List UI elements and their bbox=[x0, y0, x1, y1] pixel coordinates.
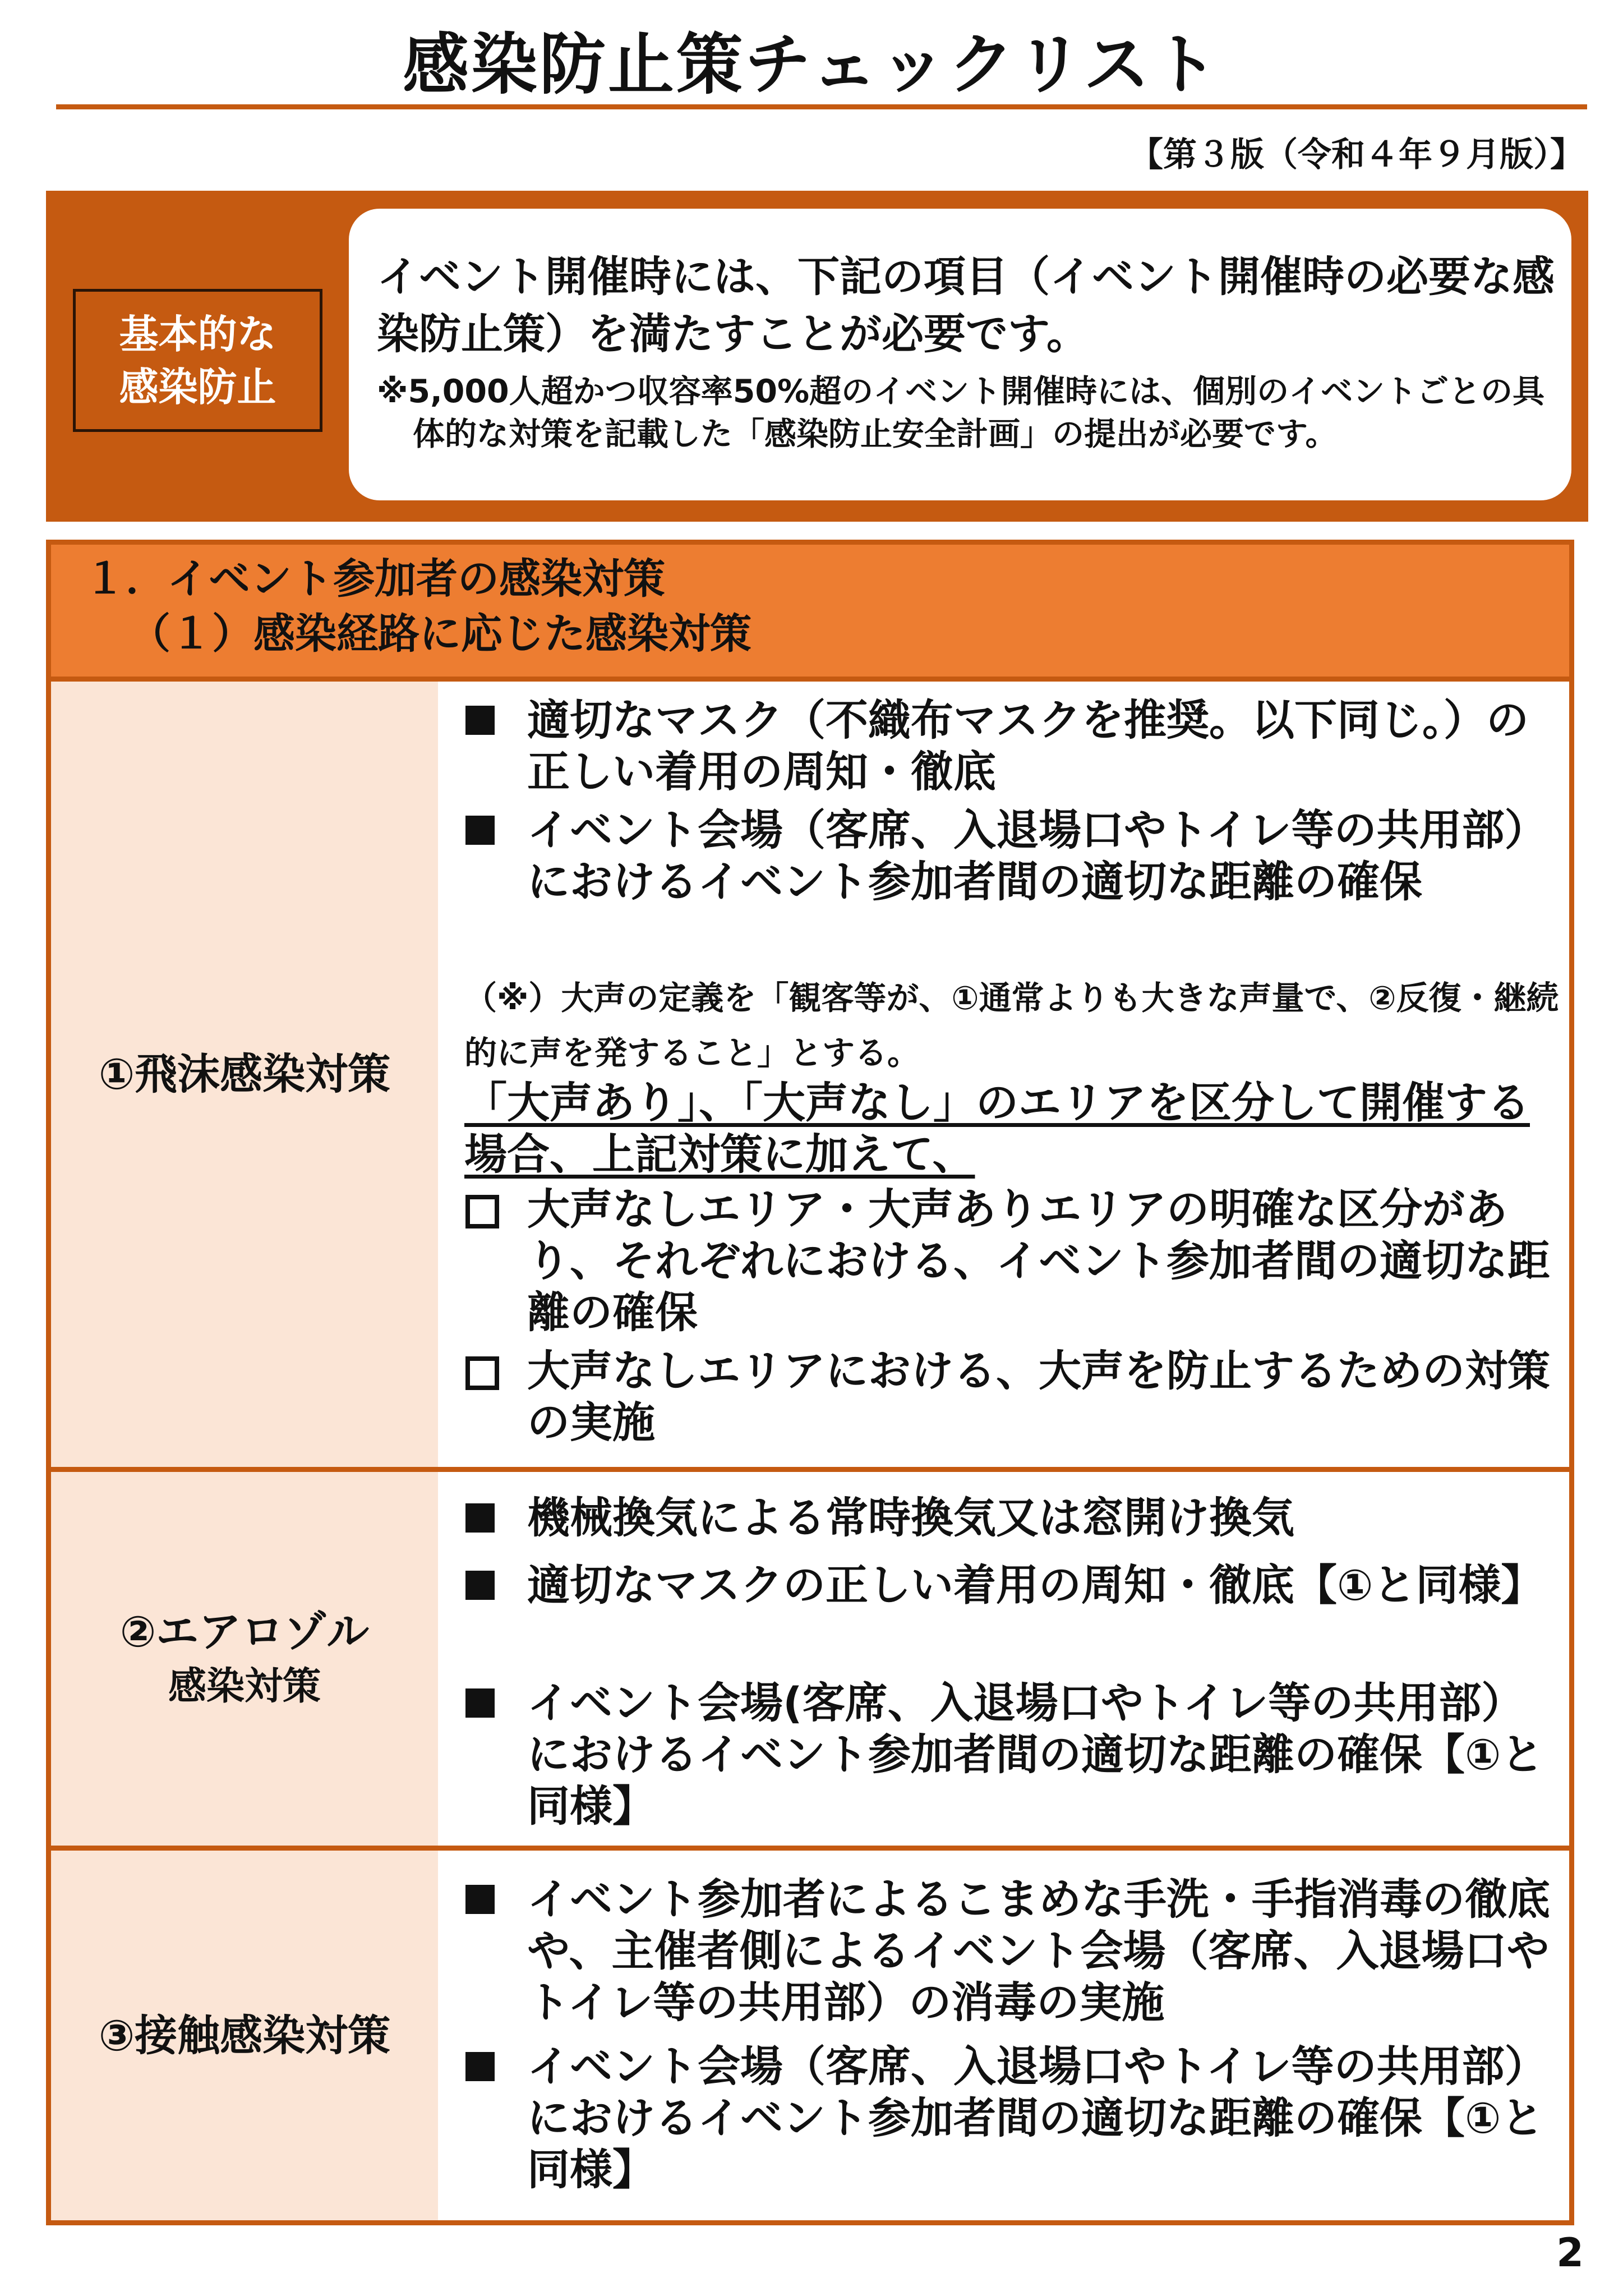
checklist-item[interactable] bbox=[460, 804, 1559, 908]
contact-label: ③接触感染対策 bbox=[98, 2010, 391, 2060]
basic-label-line2: 感染防止 bbox=[119, 364, 276, 410]
checklist-item-text: 機械換気による常時換気又は窓開け換気 bbox=[527, 1493, 1294, 1543]
page-title: 感染防止策チェックリスト bbox=[402, 26, 1221, 103]
row-divider bbox=[51, 677, 1569, 682]
checklist-item[interactable] bbox=[460, 1492, 1559, 1544]
checklist-item-text: イベント会場（客席、入退場口やトイレ等の共用部）におけるイベント参加者間の適切な距離の確保【①と同様】 bbox=[527, 2041, 1547, 2194]
checklist-item-text: イベント参加者によるこまめな手洗・手指消毒の徹底や、主催者側によるイベント会場（客席、入退場口やトイレ等の共用部）の消毒の実施 bbox=[527, 1874, 1550, 2027]
edition-label: 【第３版（令和４年９月版）】 bbox=[1129, 135, 1584, 174]
checklist-item[interactable] bbox=[460, 694, 1559, 798]
loud-voice-definition-note: （※）大声の定義を「観客等が、①通常よりも大きな声量で、②反復・継続的に声を発すること」とする。 bbox=[464, 979, 1559, 1072]
section-subheading: （１）感染経路に応じた感染対策 bbox=[129, 610, 751, 658]
basic-prevention-text-box bbox=[349, 209, 1571, 500]
checklist-item[interactable] bbox=[460, 1184, 1559, 1338]
checklist-item-text: 適切なマスク（不織布マスクを推奨。以下同じ。）の正しい着用の周知・徹底 bbox=[527, 695, 1529, 797]
filled-checkbox-icon bbox=[465, 1559, 516, 1614]
empty-checkbox-icon bbox=[465, 1345, 516, 1405]
droplet-label: ①飛沫感染対策 bbox=[98, 1049, 391, 1099]
droplet-label-cell bbox=[51, 682, 438, 1467]
row-divider bbox=[51, 1846, 1569, 1851]
contact-label-cell bbox=[51, 1851, 438, 2220]
checklist-item[interactable] bbox=[460, 1677, 1559, 1832]
checklist-item-text: 大声なしエリアにおける、大声を防止するための対策の実施 bbox=[527, 1346, 1550, 1447]
checklist-item[interactable] bbox=[460, 2041, 1559, 2196]
filled-checkbox-icon bbox=[465, 1492, 516, 1547]
row-divider bbox=[51, 1467, 1569, 1472]
checklist-item[interactable] bbox=[460, 1874, 1559, 2028]
filled-checkbox-icon bbox=[465, 804, 516, 859]
checklist-item-text: イベント会場（客席、入退場口やトイレ等の共用部）におけるイベント参加者間の適切な距離の確保 bbox=[527, 805, 1547, 907]
empty-checkbox-icon bbox=[465, 1184, 516, 1243]
checklist-item-text: 適切なマスクの正しい着用の周知・徹底【①と同様】 bbox=[527, 1560, 1544, 1610]
filled-checkbox-icon bbox=[465, 694, 516, 749]
area-division-condition: 「大声あり」、「大声なし」のエリアを区分して開催する場合、上記対策に加えて、 bbox=[464, 1078, 1530, 1179]
basic-prevention-label bbox=[73, 289, 322, 432]
aerosol-label-line1: ②エアロゾル bbox=[119, 1607, 370, 1657]
aerosol-label-cell bbox=[51, 1472, 438, 1846]
filled-checkbox-icon bbox=[465, 1677, 516, 1732]
basic-note-text: ※5,000人超かつ収容率50%超のイベント開催時には、個別のイベントごとの具体的な対策を記載した「感染防止安全計画」の提出が必要です。 bbox=[377, 373, 1545, 453]
checklist-item-text: イベント会場(客席、入退場口やトイレ等の共用部）におけるイベント参加者間の適切な距離の確保【①と同様】 bbox=[527, 1678, 1544, 1831]
section-heading: １．イベント参加者の感染対策 bbox=[84, 555, 665, 603]
filled-checkbox-icon bbox=[465, 1874, 516, 1929]
basic-label-line1: 基本的な bbox=[119, 311, 276, 357]
checklist-item[interactable] bbox=[460, 1345, 1559, 1448]
title-divider bbox=[56, 104, 1587, 109]
aerosol-label-line2: 感染対策 bbox=[168, 1664, 321, 1709]
filled-checkbox-icon bbox=[465, 2041, 516, 2096]
basic-main-text: イベント開催時には、下記の項目（イベント開催時の必要な感染防止策）を満たすことが必要です。 bbox=[377, 252, 1555, 358]
page-number: 2 bbox=[1556, 2230, 1584, 2276]
checklist-item-text: 大声なしエリア・大声ありエリアの明確な区分があり、それぞれにおける、イベント参加者間の適切な距離の確保 bbox=[527, 1184, 1550, 1337]
checklist-item[interactable] bbox=[460, 1559, 1559, 1611]
